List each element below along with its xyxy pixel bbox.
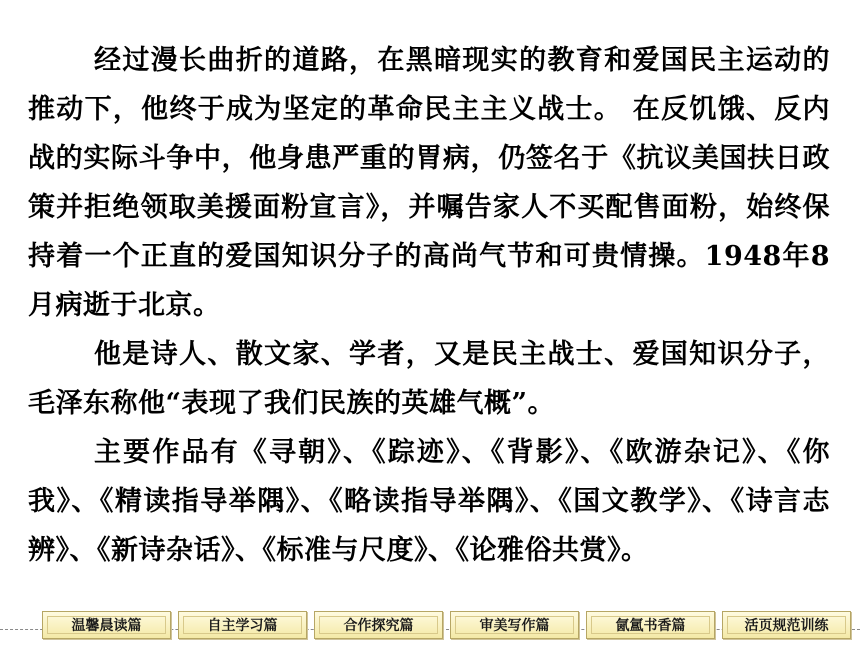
nav-button-worksheet-training[interactable]: [722, 611, 851, 639]
nav-button-label: 审美写作篇: [479, 618, 550, 634]
nav-button-label: 氤氲书香篇: [615, 618, 686, 634]
nav-button-morning-reading[interactable]: [42, 611, 171, 639]
paragraph-1: 经过漫长曲折的道路，在黑暗现实的教育和爱国民主运动的推动下，他终于成为坚定的革命民主主义战士。 在反饥饿、反内战的实际斗争中，他身患严重的胃病，仍签名于《抗议美国扶日政策并拒绝领取美援面粉宣言》，并嘱告家人不买配售面粉，始终保持着一个正直的爱国知识分子的高尚气节和可贵情操。1948年8月病逝于北京。: [28, 45, 830, 321]
body-text: [28, 36, 830, 575]
nav-button-label: 活页规范训练: [744, 618, 829, 634]
nav-button-cooperative-inquiry[interactable]: [314, 611, 443, 639]
nav-button-book-fragrance[interactable]: [586, 611, 715, 639]
nav-button-aesthetic-writing[interactable]: [450, 611, 579, 639]
nav-button-self-study[interactable]: [178, 611, 307, 639]
paragraph-3: 主要作品有《寻朝》、《踪迹》、《背影》、《欧游杂记》、《你我》、《精读指导举隅》、《略读指导举隅》、《国文教学》、《诗言志辨》、《新诗杂话》、《标准与尺度》、《论雅俗共赏》。: [28, 437, 830, 566]
paragraph-2: 他是诗人、散文家、学者，又是民主战士、爱国知识分子，毛泽东称他“表现了我们民族的英雄气概”。: [28, 339, 830, 419]
nav-button-label: 合作探究篇: [343, 618, 414, 634]
nav-button-label: 温馨晨读篇: [71, 618, 142, 634]
bottom-nav: [0, 611, 860, 645]
nav-button-label: 自主学习篇: [207, 618, 278, 634]
